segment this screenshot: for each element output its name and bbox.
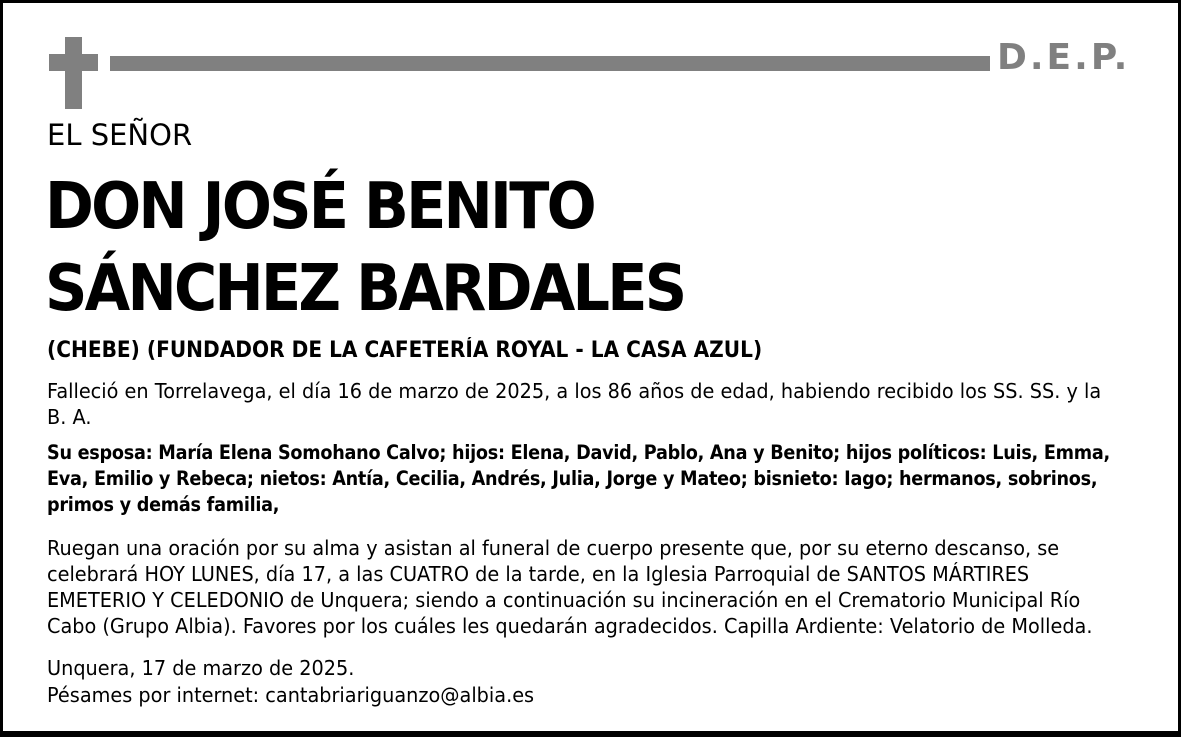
name-line-2: SÁNCHEZ BARDALES [45,252,685,326]
condolences [47,682,1137,708]
family-line-3: primos y demás familia, [47,493,280,516]
name-line-1: DON JOSÉ BENITO [45,170,594,244]
death-paragraph [47,378,1137,430]
funeral-paragraph [47,535,1137,639]
funeral-line-2: celebrará HOY LUNES, día 17, a las CUATRO de la tarde, en la Iglesia Parroquial de SANTOS MÁRTIRES [47,562,1030,586]
deceased-name [45,166,1057,330]
death-line-2: B. A. [47,405,92,429]
funeral-line-4: Cabo (Grupo Albia). Favores por los cuáles les quedarán agradecidos. Capilla Ardiente: Velatorio de Molleda. [47,614,1093,638]
place-date [47,655,1137,681]
family-line-2: Eva, Emilio y Rebeca; nietos: Antía, Cecilia, Andrés, Julia, Jorge y Mateo; bisnieto: Iago; hermanos, sobrinos, [47,467,1098,490]
honorific: EL SEÑOR [47,118,193,152]
cross-icon [49,37,98,109]
family-paragraph [47,440,1110,518]
place-date-text: Unquera, 17 de marzo de 2025. [47,656,355,680]
family-line-1: Su esposa: María Elena Somohano Calvo; hijos: Elena, David, Pablo, Ana y Benito; hijos políticos: Luis, Emma, [47,441,1110,464]
condolences-text: Pésames por internet: cantabriariguanzo@albia.es [47,683,535,707]
header-rule [110,56,990,71]
subtitle: (CHEBE) (FUNDADOR DE LA CAFETERÍA ROYAL - LA CASA AZUL) [47,338,763,363]
funeral-line-3: EMETERIO Y CELEDONIO de Unquera; siendo a continuación su incineración en el Crematorio Municipal Río [47,588,1081,612]
funeral-line-1: Ruegan una oración por su alma y asistan al funeral de cuerpo presente que, por su eterno descanso, se [47,536,1060,560]
dep-label: D.E.P. [997,37,1131,78]
death-line-1: Falleció en Torrelavega, el día 16 de marzo de 2025, a los 86 años de edad, habiendo recibido los SS. SS. y la [47,379,1102,403]
